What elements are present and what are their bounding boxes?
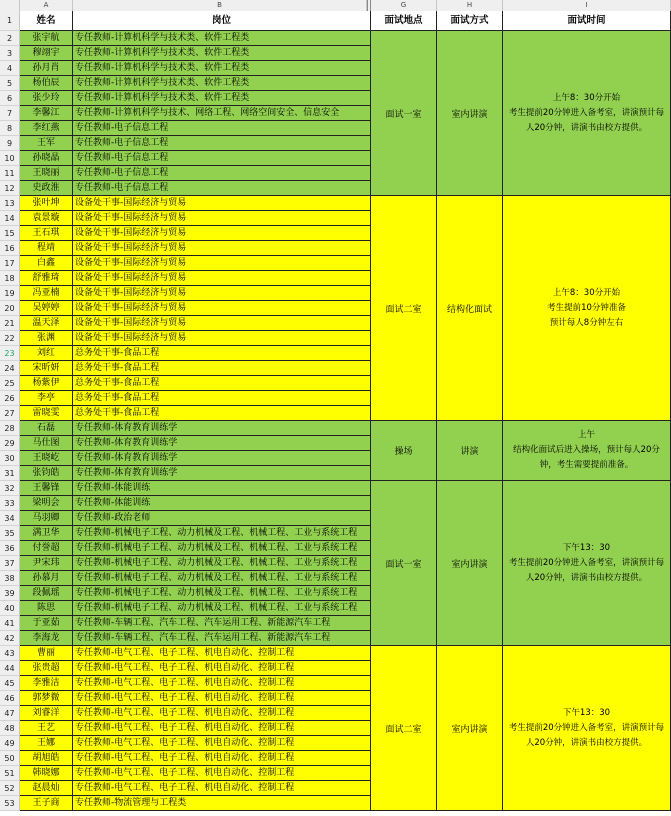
name-cell[interactable]: 韩晓娜 (20, 766, 73, 781)
header-cell-position[interactable]: 岗位 (73, 11, 371, 31)
row-number[interactable]: 18 (0, 271, 20, 286)
row-number[interactable]: 40 (0, 601, 20, 616)
position-cell[interactable]: 专任教师-计算机科学与技术类、软件工程类 (73, 31, 371, 46)
position-cell[interactable]: 专任教师-车辆工程、汽车工程、汽车运用工程、新能源汽车工程 (73, 631, 371, 646)
method-cell[interactable]: 室内讲演 (437, 481, 503, 646)
row-number[interactable]: 31 (0, 466, 20, 481)
row-number[interactable]: 3 (0, 46, 20, 61)
position-cell[interactable]: 专任教师-电气工程、电子工程、机电自动化、控制工程 (73, 661, 371, 676)
position-cell[interactable]: 专任教师-电气工程、电子工程、机电自动化、控制工程 (73, 646, 371, 661)
position-cell[interactable]: 专任教师-电气工程、电子工程、机电自动化、控制工程 (73, 676, 371, 691)
row-number[interactable]: 4 (0, 61, 20, 76)
row-number[interactable]: 43 (0, 646, 20, 661)
position-cell[interactable]: 专任教师-电子信息工程 (73, 151, 371, 166)
time-line: 人20分钟，讲演书由校方提供。 (525, 122, 648, 133)
position-cell[interactable]: 专任教师-计算机科学与技术、网络工程、网络空间安全、信息安全 (73, 106, 371, 121)
time-line: 上午 (577, 430, 595, 440)
name-cell[interactable]: 陈思 (20, 601, 73, 616)
position-cell[interactable]: 专任教师-电气工程、电子工程、机电自动化、控制工程 (73, 736, 371, 751)
row-number[interactable]: 9 (0, 136, 20, 151)
row-number[interactable]: 30 (0, 451, 20, 466)
time-line: 下午13：30 (562, 707, 611, 718)
row-number[interactable]: 12 (0, 181, 20, 196)
position-cell[interactable]: 专任教师-机械电子工程、动力机械及工程、机械工程、工业与系统工程 (73, 586, 371, 601)
column-header-i[interactable]: I (503, 0, 671, 11)
name-cell[interactable]: 穆翊宇 (20, 46, 73, 61)
position-cell[interactable]: 设备处干事-国际经济与贸易 (73, 226, 371, 241)
name-cell[interactable]: 张贵超 (20, 661, 73, 676)
position-cell[interactable]: 设备处干事-国际经济与贸易 (73, 271, 371, 286)
position-cell[interactable]: 专任教师-物流管理与工程类 (73, 796, 371, 811)
row-number[interactable]: 39 (0, 586, 20, 601)
row-number[interactable]: 11 (0, 166, 20, 181)
row-number[interactable]: 6 (0, 91, 20, 106)
row-number[interactable]: 33 (0, 496, 20, 511)
name-cell[interactable]: 赵晨灿 (20, 781, 73, 796)
position-cell[interactable]: 专任教师-体能训练 (73, 496, 371, 511)
name-cell[interactable]: 刘睿洋 (20, 706, 73, 721)
name-cell[interactable]: 李红燕 (20, 121, 73, 136)
time-text (513, 428, 660, 473)
row-number[interactable]: 36 (0, 541, 20, 556)
row-number[interactable]: 38 (0, 571, 20, 586)
position-cell[interactable]: 设备处干事-国际经济与贸易 (73, 331, 371, 346)
position-cell[interactable]: 专任教师-体育教育训练学 (73, 466, 371, 481)
position-cell[interactable]: 专任教师-机械电子工程、动力机械及工程、机械工程、工业与系统工程 (73, 526, 371, 541)
position-cell[interactable]: 专任教师-体育教育训练学 (73, 421, 371, 436)
time-cell[interactable] (503, 196, 671, 421)
position-cell[interactable]: 专任教师-计算机科学与技术类、软件工程类 (73, 61, 371, 76)
name-cell[interactable]: 程靖 (20, 241, 73, 256)
row-number[interactable]: 2 (0, 31, 20, 46)
name-cell[interactable]: 张叶坤 (20, 196, 73, 211)
position-cell[interactable]: 设备处干事-国际经济与贸易 (73, 211, 371, 226)
time-text (509, 91, 664, 136)
name-cell[interactable]: 付誉超 (20, 541, 73, 556)
position-cell[interactable]: 专任教师-计算机科学与技术类、软件工程类 (73, 91, 371, 106)
row-number[interactable]: 13 (0, 196, 20, 211)
name-cell[interactable]: 尹宋玮 (20, 556, 73, 571)
time-line: 上午8：30分开始 (552, 92, 621, 103)
position-cell[interactable]: 专任教师-电气工程、电子工程、机电自动化、控制工程 (73, 691, 371, 706)
time-line: 下午13：30 (562, 542, 611, 553)
position-cell[interactable]: 总务处干事-食品工程 (73, 361, 371, 376)
row-number[interactable]: 26 (0, 391, 20, 406)
name-cell[interactable]: 袁景璇 (20, 211, 73, 226)
position-cell[interactable]: 专任教师-机械电子工程、动力机械及工程、机械工程、工业与系统工程 (73, 571, 371, 586)
row-number[interactable]: 7 (0, 106, 20, 121)
time-text (547, 286, 626, 331)
method-cell[interactable]: 室内讲演 (437, 31, 503, 196)
header-cell-time[interactable]: 面试时间 (503, 11, 671, 31)
position-cell[interactable]: 总务处干事-食品工程 (73, 391, 371, 406)
time-line: 考生提前20分钟进入备考室，讲演预计每 (508, 107, 665, 118)
name-cell[interactable]: 李雅洁 (20, 676, 73, 691)
position-cell[interactable]: 设备处干事-国际经济与贸易 (73, 286, 371, 301)
time-line: 考生提前10分钟准备 (547, 302, 626, 313)
column-header-h[interactable]: H (437, 0, 503, 11)
location-cell[interactable]: 面试二室 (371, 646, 437, 811)
method-cell[interactable]: 室内讲演 (437, 646, 503, 811)
name-cell[interactable]: 温天泽 (20, 316, 73, 331)
location-cell[interactable]: 面试一室 (371, 31, 437, 196)
position-cell[interactable]: 专任教师-电气工程、电子工程、机电自动化、控制工程 (73, 751, 371, 766)
row-number[interactable]: 1 (0, 11, 20, 31)
column-header-a[interactable]: A (20, 0, 73, 11)
row-number[interactable]: 53 (0, 796, 20, 811)
name-cell[interactable]: 王馨锋 (20, 481, 73, 496)
row-number[interactable]: 41 (0, 616, 20, 631)
name-cell[interactable]: 张少玲 (20, 91, 73, 106)
name-cell[interactable]: 刘红 (20, 346, 73, 361)
row-number[interactable]: 20 (0, 301, 20, 316)
row-number[interactable]: 29 (0, 436, 20, 451)
position-cell[interactable]: 专任教师-体育教育训练学 (73, 451, 371, 466)
name-cell[interactable]: 雷晓雯 (20, 406, 73, 421)
name-cell[interactable]: 梁明会 (20, 496, 73, 511)
row-number[interactable]: 19 (0, 286, 20, 301)
position-cell[interactable]: 设备处干事-国际经济与贸易 (73, 241, 371, 256)
header-cell-method[interactable]: 面试方式 (437, 11, 503, 31)
name-cell[interactable]: 孙月肖 (20, 61, 73, 76)
name-cell[interactable]: 王石琪 (20, 226, 73, 241)
name-cell[interactable]: 宋昕妍 (20, 361, 73, 376)
row-number[interactable]: 51 (0, 766, 20, 781)
time-line: 人20分钟，讲演书由校方提供。 (525, 737, 648, 748)
position-cell[interactable]: 设备处干事-国际经济与贸易 (73, 316, 371, 331)
row-number[interactable]: 48 (0, 721, 20, 736)
method-cell[interactable]: 结构化面试 (437, 196, 503, 421)
name-cell[interactable]: 王娜 (20, 736, 73, 751)
time-line: 钟，考生需要提前准备。 (539, 460, 634, 470)
row-number[interactable]: 21 (0, 316, 20, 331)
name-cell[interactable]: 马仕图 (20, 436, 73, 451)
row-number[interactable]: 24 (0, 361, 20, 376)
row-number[interactable]: 10 (0, 151, 20, 166)
time-text (509, 541, 664, 586)
row-number[interactable]: 47 (0, 706, 20, 721)
time-line: 预计每人8分钟左右 (549, 317, 624, 328)
name-cell[interactable]: 杨伯辰 (20, 76, 73, 91)
row-number[interactable]: 50 (0, 751, 20, 766)
time-cell[interactable] (503, 31, 671, 196)
name-cell[interactable]: 王晓丽 (20, 166, 73, 181)
name-cell[interactable]: 石磊 (20, 421, 73, 436)
row-number[interactable]: 49 (0, 736, 20, 751)
name-cell[interactable]: 杨紫伊 (20, 376, 73, 391)
time-text (509, 706, 664, 751)
time-cell[interactable] (503, 646, 671, 811)
name-cell[interactable]: 李亭 (20, 391, 73, 406)
name-cell[interactable]: 王军 (20, 136, 73, 151)
position-cell[interactable]: 专任教师-计算机科学与技术类、软件工程类 (73, 76, 371, 91)
column-header-g[interactable]: G (371, 0, 437, 11)
name-cell[interactable]: 郭梦微 (20, 691, 73, 706)
position-cell[interactable]: 设备处干事-国际经济与贸易 (73, 196, 371, 211)
name-cell[interactable]: 孙慕月 (20, 571, 73, 586)
row-number[interactable]: 45 (0, 676, 20, 691)
row-number[interactable]: 5 (0, 76, 20, 91)
row-number[interactable]: 34 (0, 511, 20, 526)
select-all-corner[interactable] (0, 0, 20, 11)
name-cell[interactable]: 冯亚楠 (20, 286, 73, 301)
row-number[interactable]: 46 (0, 691, 20, 706)
time-line: 人20分钟，讲演书由校方提供。 (525, 572, 648, 583)
row-number[interactable]: 25 (0, 376, 20, 391)
row-number[interactable]: 23 (0, 346, 20, 361)
time-line: 考生提前20分钟进入备考室，讲演预计每 (508, 722, 665, 733)
position-cell[interactable]: 专任教师-计算机科学与技术类、软件工程类 (73, 46, 371, 61)
row-number[interactable]: 52 (0, 781, 20, 796)
row-number[interactable]: 27 (0, 406, 20, 421)
name-cell[interactable]: 吴婷婷 (20, 301, 73, 316)
column-header-b[interactable]: B (73, 0, 367, 11)
name-cell[interactable]: 舒雅琦 (20, 271, 73, 286)
row-number[interactable]: 35 (0, 526, 20, 541)
row-number[interactable]: 8 (0, 121, 20, 136)
position-cell[interactable]: 专任教师-电子信息工程 (73, 136, 371, 151)
position-cell[interactable]: 专任教师-体能训练 (73, 481, 371, 496)
position-cell[interactable]: 专任教师-电气工程、电子工程、机电自动化、控制工程 (73, 706, 371, 721)
name-cell[interactable]: 段佩瑶 (20, 586, 73, 601)
position-cell[interactable]: 专任教师-电气工程、电子工程、机电自动化、控制工程 (73, 766, 371, 781)
row-number[interactable]: 16 (0, 241, 20, 256)
name-cell[interactable]: 马羽卿 (20, 511, 73, 526)
position-cell[interactable]: 专任教师-电气工程、电子工程、机电自动化、控制工程 (73, 781, 371, 796)
position-cell[interactable]: 专任教师-电子信息工程 (73, 181, 371, 196)
position-cell[interactable]: 总务处干事-食品工程 (73, 376, 371, 391)
row-number[interactable]: 44 (0, 661, 20, 676)
row-number[interactable]: 28 (0, 421, 20, 436)
location-cell[interactable]: 操场 (371, 421, 437, 481)
position-cell[interactable]: 专任教师-电气工程、电子工程、机电自动化、控制工程 (73, 721, 371, 736)
position-cell[interactable]: 总务处干事-食品工程 (73, 406, 371, 421)
position-cell[interactable]: 设备处干事-国际经济与贸易 (73, 301, 371, 316)
name-cell[interactable]: 张宇航 (20, 31, 73, 46)
position-cell[interactable]: 专任教师-机械电子工程、动力机械及工程、机械工程、工业与系统工程 (73, 541, 371, 556)
time-line: 考生提前20分钟进入备考室，讲演预计每 (508, 557, 665, 568)
position-cell[interactable]: 设备处干事-国际经济与贸易 (73, 256, 371, 271)
method-cell[interactable]: 讲演 (437, 421, 503, 481)
position-cell[interactable]: 专任教师-机械电子工程、动力机械及工程、机械工程、工业与系统工程 (73, 601, 371, 616)
position-cell[interactable]: 专任教师-体育教育训练学 (73, 436, 371, 451)
row-number[interactable]: 37 (0, 556, 20, 571)
time-line: 上午8：30分开始 (552, 287, 621, 298)
name-cell[interactable]: 史政淮 (20, 181, 73, 196)
name-cell[interactable]: 王子商 (20, 796, 73, 811)
name-cell[interactable]: 张渊 (20, 331, 73, 346)
name-cell[interactable]: 胡旭皓 (20, 751, 73, 766)
row-number[interactable]: 14 (0, 211, 20, 226)
row-number[interactable]: 17 (0, 256, 20, 271)
position-cell[interactable]: 总务处干事-食品工程 (73, 346, 371, 361)
name-cell[interactable]: 李馨江 (20, 106, 73, 121)
name-cell[interactable]: 李海龙 (20, 631, 73, 646)
row-number[interactable]: 32 (0, 481, 20, 496)
position-cell[interactable]: 专任教师-电子信息工程 (73, 166, 371, 181)
header-cell-name[interactable]: 姓名 (20, 11, 73, 31)
name-cell[interactable]: 孙晓晶 (20, 151, 73, 166)
name-cell[interactable]: 白鑫 (20, 256, 73, 271)
header-cell-location[interactable]: 面试地点 (371, 11, 437, 31)
name-cell[interactable]: 张钧皓 (20, 466, 73, 481)
name-cell[interactable]: 于亚茹 (20, 616, 73, 631)
name-cell[interactable]: 王艺 (20, 721, 73, 736)
time-cell[interactable] (503, 421, 671, 481)
name-cell[interactable]: 曹丽 (20, 646, 73, 661)
name-cell[interactable]: 满卫华 (20, 526, 73, 541)
position-cell[interactable]: 专任教师-电子信息工程 (73, 121, 371, 136)
position-cell[interactable]: 专任教师-机械电子工程、动力机械及工程、机械工程、工业与系统工程 (73, 556, 371, 571)
position-cell[interactable]: 专任教师-车辆工程、汽车工程、汽车运用工程、新能源汽车工程 (73, 616, 371, 631)
row-number[interactable]: 42 (0, 631, 20, 646)
row-number[interactable]: 22 (0, 331, 20, 346)
location-cell[interactable]: 面试一室 (371, 481, 437, 646)
name-cell[interactable]: 王晓屹 (20, 451, 73, 466)
location-cell[interactable]: 面试二室 (371, 196, 437, 421)
position-cell[interactable]: 专任教师-政治老师 (73, 511, 371, 526)
time-cell[interactable] (503, 481, 671, 646)
row-number[interactable]: 15 (0, 226, 20, 241)
time-line: 结构化面试后进入操场，预计每人20分 (513, 445, 660, 455)
